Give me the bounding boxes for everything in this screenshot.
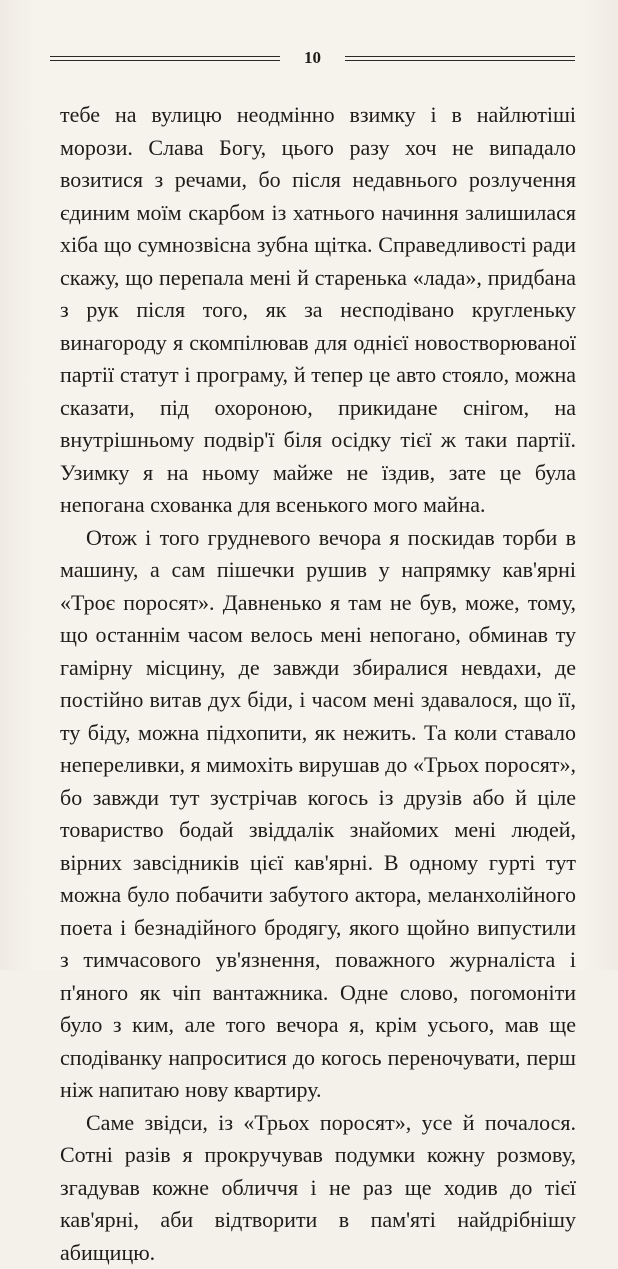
page-header	[50, 50, 575, 70]
paragraph-3: Саме звідси, із «Трьох поросят», усе й почалося. Сотні разів я прокручував подумки кожну розмову, згадував кожне обличчя і не раз ще ходив до тієї кав'ярні, аби відтворити в пам'яті найдрібнішу абищицю.	[60, 1107, 576, 1269]
page-number: 10	[50, 48, 575, 68]
body-text	[60, 99, 576, 1269]
header-rule-right	[345, 56, 575, 61]
paragraph-1: тебе на вулицю неодмінно взимку і в найлютіші морози. Слава Богу, цього разу хоч не випадало возитися з речами, бо після недавнього розлучення єдиним моїм скарбом із хатнього начиння залишилася хіба що сумнозвісна зубна щітка. Справедливості ради скажу, що перепала мені й старенька «лада», придбана з рук після того, як за несподівано кругленьку винагороду я скомпілював для однієї новостворюваної партії статут і програму, й тепер це авто стояло, можна сказати, під охороною, прикидане снігом, на внутрішньому подвір'ї біля осідку тієї ж таки партії. Узимку я на ньому майже не їздив, зате це була непогана схованка для всенького мого майна.	[60, 99, 576, 522]
paragraph-2: Отож і того грудневого вечора я поскидав торби в машину, а сам пішечки рушив у напрямку кав'ярні «Троє поросят». Давненько я там не був, може, тому, що останнім часом велось мені непогано, обминав ту гамірну місцину, де завжди збиралися невдахи, де постійно витав дух біди, і часом мені здавалося, що її, ту біду, можна підхопити, як нежить. Та коли ставало непереливки, я мимохіть вирушав до «Трьох поросят», бо завжди тут зустрічав когось із друзів або й ціле товариство бодай звіддалік знайомих мені людей, вірних завсідників цієї кав'ярні. В одному гурті тут можна було побачити забутого актора, меланхолійного поета і безнадійного бродягу, якого щойно випустили з тимчасового ув'язнення, поважного журналіста і п'яного як чіп вантажника. Одне слово, погомоніти було з ким, але того вечора я, крім усього, мав ще сподіванку напроситися до когось переночувати, перш ніж напитаю нову квартиру.	[60, 522, 576, 1107]
